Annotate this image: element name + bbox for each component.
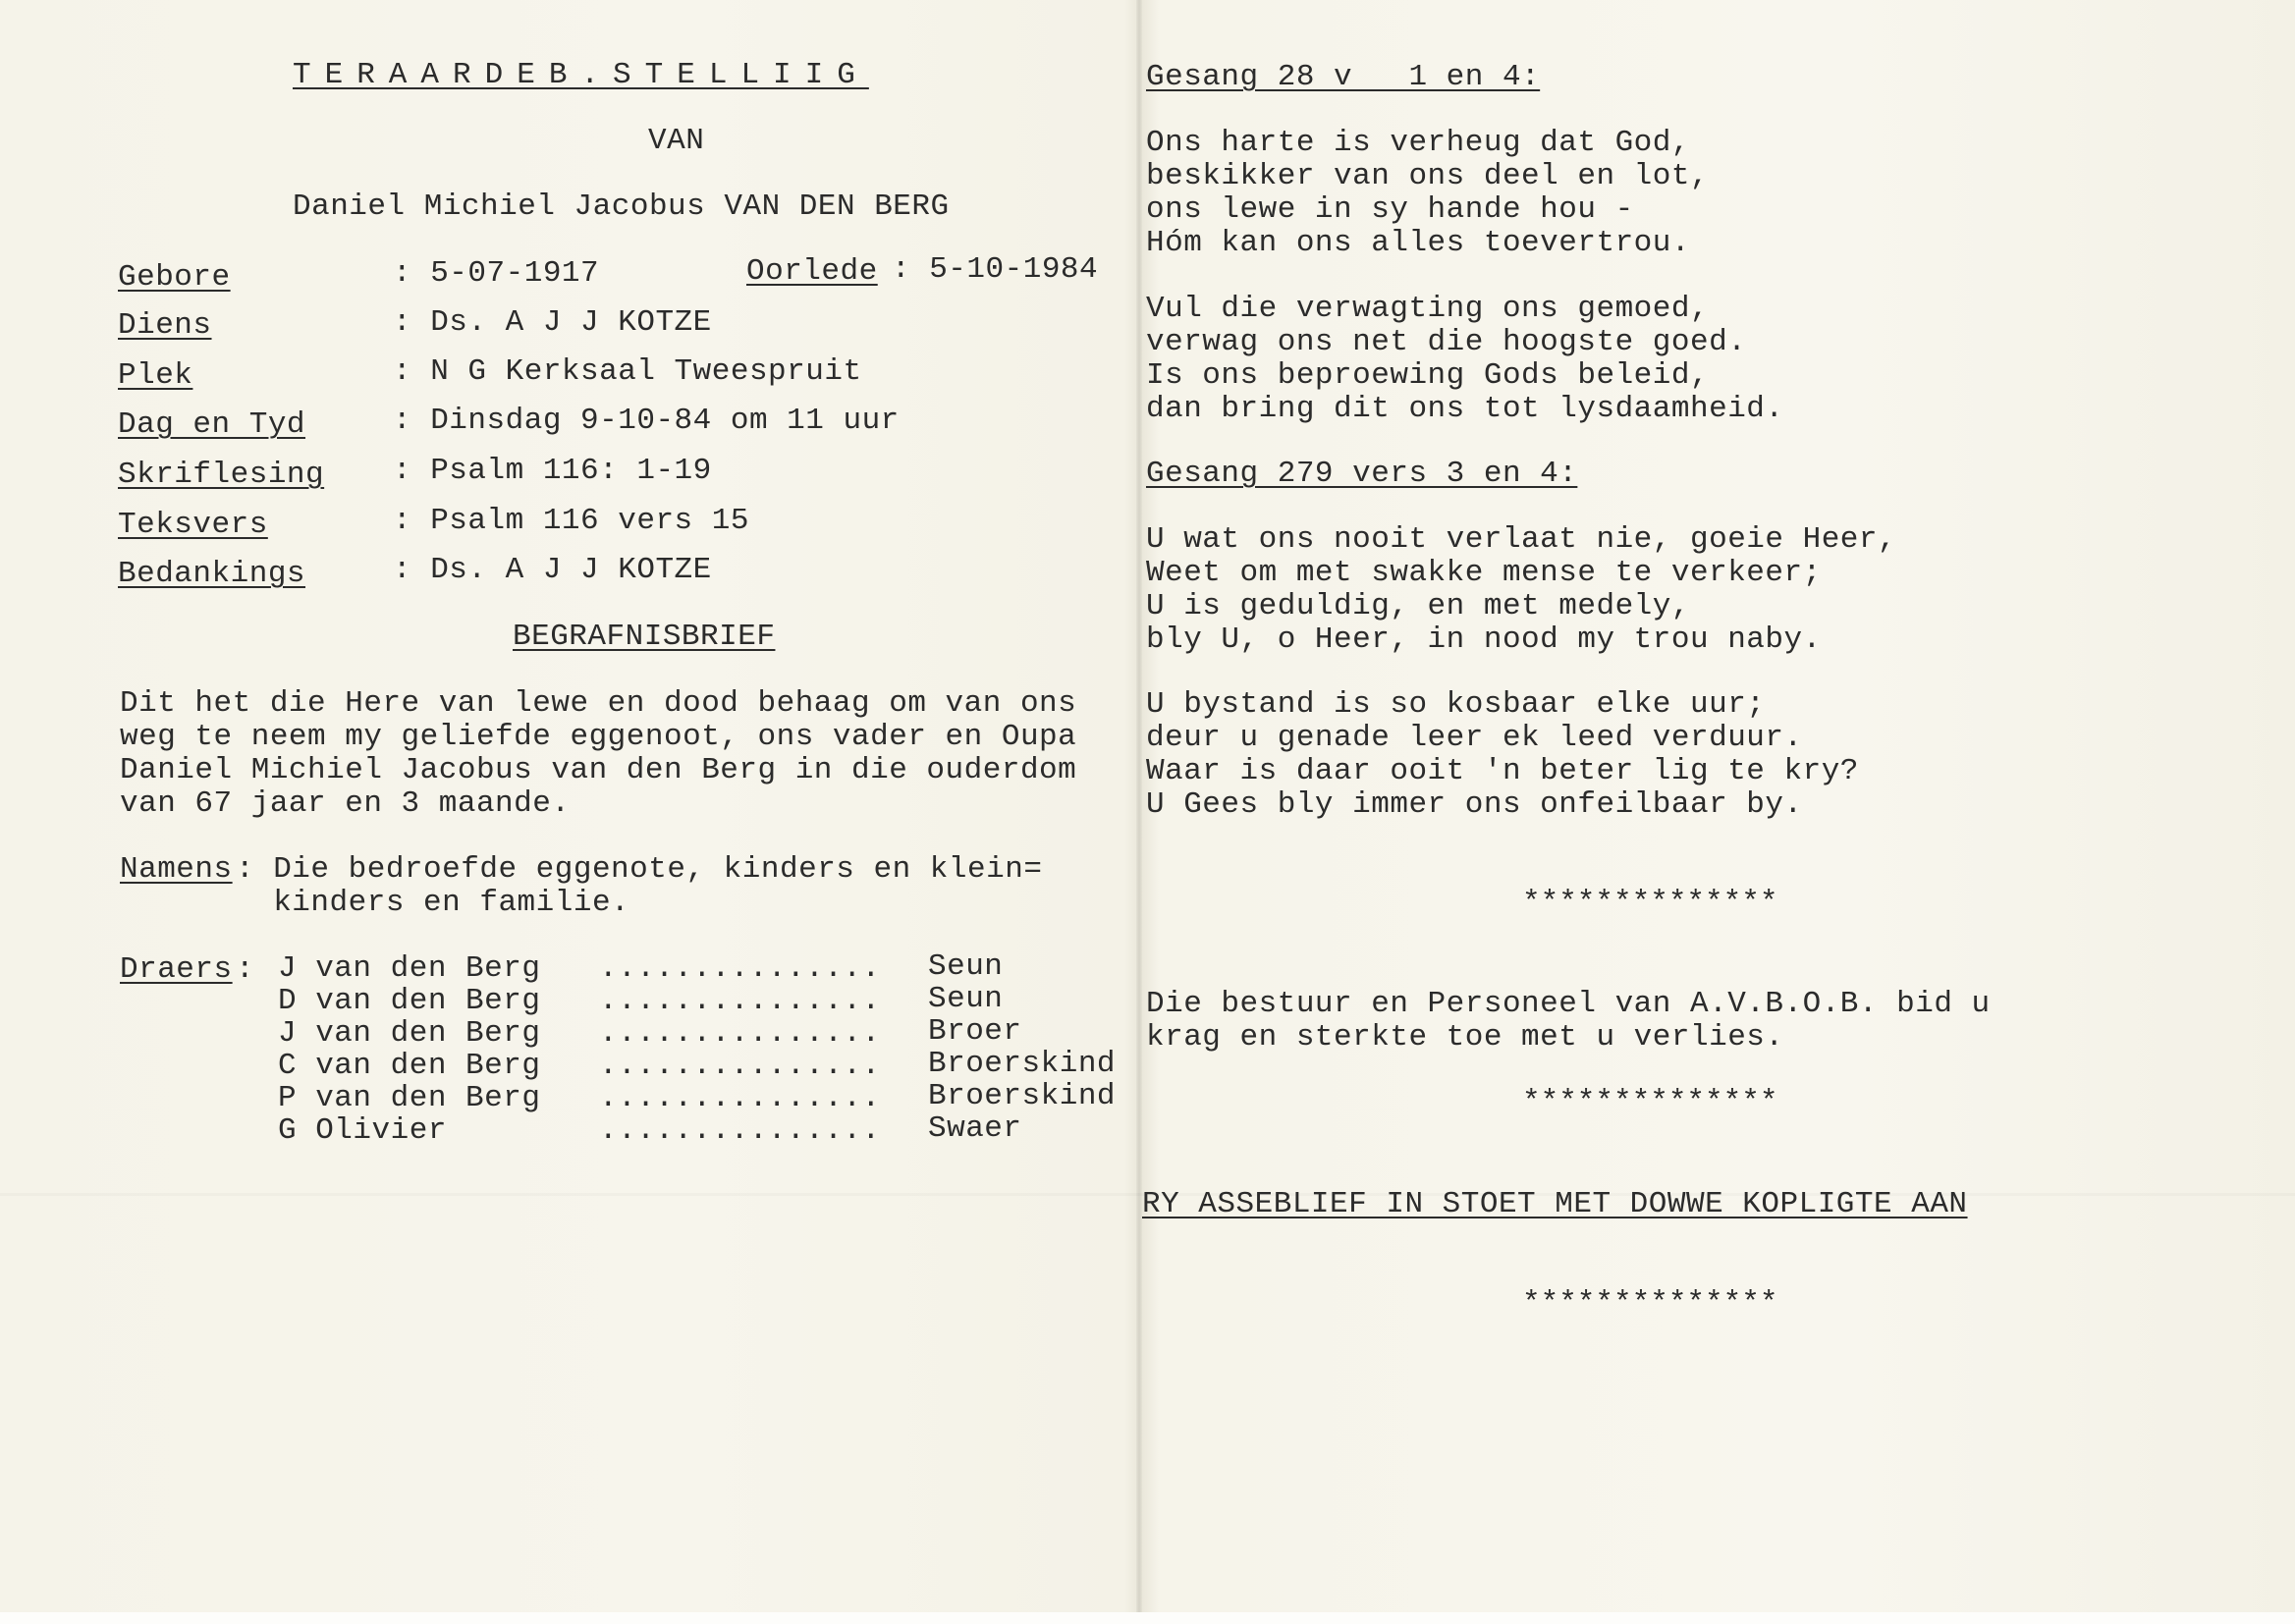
van-label: VAN <box>648 124 705 158</box>
hymn2-v2-line-1: U bystand is so kosbaar elke uur; <box>1146 687 1766 722</box>
detail-value-skriflesing: : Psalm 116: 1-19 <box>393 454 712 488</box>
draer-relation-2: Seun <box>928 982 1004 1016</box>
begrafnisbrief-heading: BEGRAFNISBRIEF <box>513 620 776 654</box>
obituary-line-2: weg te neem my geliefde eggenoot, ons vader en Oupa <box>120 720 1077 754</box>
draer-name-4: C van den Berg <box>278 1049 541 1083</box>
condolence-line-2: krag en sterkte toe met u verlies. <box>1146 1020 1784 1055</box>
hymn2-v2-line-4: U Gees bly immer ons onfeilbaar by. <box>1146 787 1803 822</box>
detail-value-teksvers: : Psalm 116 vers 15 <box>393 504 749 538</box>
draer-name-3: J van den Berg <box>278 1016 541 1051</box>
hymn1-title: Gesang 28 v 1 en 4: <box>1146 60 1541 94</box>
oorlede-value: : 5-10-1984 <box>892 252 1099 287</box>
draer-dots-1: ............... <box>599 951 881 986</box>
draer-dots-5: ............... <box>599 1081 881 1115</box>
draer-name-2: D van den Berg <box>278 984 541 1018</box>
draer-relation-6: Swaer <box>928 1111 1022 1146</box>
detail-value-plek: : N G Kerksaal Tweespruit <box>393 354 862 389</box>
draer-dots-3: ............... <box>599 1016 881 1051</box>
draer-relation-3: Broer <box>928 1014 1022 1049</box>
draer-dots-6: ............... <box>599 1113 881 1148</box>
namens-line-1: : Die bedroefde eggenote, kinders en klein= <box>236 852 1043 887</box>
stars-separator-3: ************** <box>1522 1286 1778 1321</box>
hymn1-v2-line-3: Is ons beproewing Gods beleid, <box>1146 358 1710 393</box>
detail-label-dag-en-tyd: Dag en Tyd <box>118 407 306 442</box>
obituary-line-3: Daniel Michiel Jacobus van den Berg in die ouderdom <box>120 753 1077 787</box>
hymn1-v1-line-2: beskikker van ons deel en lot, <box>1146 159 1710 193</box>
draer-dots-4: ............... <box>599 1049 881 1083</box>
detail-label-plek: Plek <box>118 358 193 393</box>
procession-notice: RY ASSEBLIEF IN STOET MET DOWWE KOPLIGTE AAN <box>1142 1187 1968 1221</box>
hymn2-title: Gesang 279 vers 3 en 4: <box>1146 457 1578 491</box>
namens-line-2: kinders en familie. <box>236 886 630 920</box>
namens-label: Namens <box>120 852 233 887</box>
paper-edge <box>0 1612 2295 1624</box>
hymn1-v1-line-3: ons lewe in sy hande hou - <box>1146 192 1634 227</box>
draers-colon: : <box>236 952 255 987</box>
hymn2-v2-line-3: Waar is daar ooit 'n beter lig te kry? <box>1146 754 1859 788</box>
draer-name-5: P van den Berg <box>278 1081 541 1115</box>
obituary-line-1: Dit het die Here van lewe en dood behaag om van ons <box>120 686 1077 721</box>
detail-value-dag-en-tyd: : Dinsdag 9-10-84 om 11 uur <box>393 404 900 438</box>
hymn1-v2-line-1: Vul die verwagting ons gemoed, <box>1146 292 1710 326</box>
obituary-line-4: van 67 jaar en 3 maande. <box>120 786 571 821</box>
draer-relation-5: Broerskind <box>928 1079 1117 1113</box>
hymn2-v2-line-2: deur u genade leer ek leed verduur. <box>1146 721 1803 755</box>
detail-label-bedankings: Bedankings <box>118 557 306 591</box>
hymn1-v1-line-4: Hóm kan ons alles toevertrou. <box>1146 226 1690 260</box>
hymn2-v1-line-3: U is geduldig, en met medely, <box>1146 589 1690 623</box>
detail-label-skriflesing: Skriflesing <box>118 458 325 492</box>
detail-value-gebore: : 5-07-1917 <box>393 256 600 291</box>
stars-separator-2: ************** <box>1522 1085 1778 1119</box>
draer-relation-4: Broerskind <box>928 1047 1117 1081</box>
center-fold <box>1136 0 1142 1624</box>
deceased-name: Daniel Michiel Jacobus VAN DEN BERG <box>293 189 950 224</box>
draer-dots-2: ............... <box>599 984 881 1018</box>
draer-name-1: J van den Berg <box>278 951 541 986</box>
detail-label-diens: Diens <box>118 308 212 343</box>
hymn1-v2-line-4: dan bring dit ons tot lysdaamheid. <box>1146 392 1784 426</box>
document-title: TERAARDEB.STELLIIG <box>293 58 869 92</box>
hymn1-v1-line-1: Ons harte is verheug dat God, <box>1146 126 1690 160</box>
draer-relation-1: Seun <box>928 949 1004 984</box>
hymn2-v1-line-1: U wat ons nooit verlaat nie, goeie Heer, <box>1146 522 1897 557</box>
hymn2-v1-line-4: bly U, o Heer, in nood my trou naby. <box>1146 623 1822 657</box>
hymn1-v2-line-2: verwag ons net die hoogste goed. <box>1146 325 1747 359</box>
detail-value-bedankings: : Ds. A J J KOTZE <box>393 553 712 587</box>
detail-label-teksvers: Teksvers <box>118 508 268 542</box>
detail-label-gebore: Gebore <box>118 260 231 295</box>
hymn2-v1-line-2: Weet om met swakke mense te verkeer; <box>1146 556 1822 590</box>
draer-name-6: G Olivier <box>278 1113 447 1148</box>
oorlede-label: Oorlede <box>746 254 878 289</box>
detail-value-diens: : Ds. A J J KOTZE <box>393 305 712 340</box>
draers-label: Draers <box>120 952 233 987</box>
condolence-line-1: Die bestuur en Personeel van A.V.B.O.B. bid u <box>1146 987 1991 1021</box>
stars-separator-1: ************** <box>1522 886 1778 920</box>
